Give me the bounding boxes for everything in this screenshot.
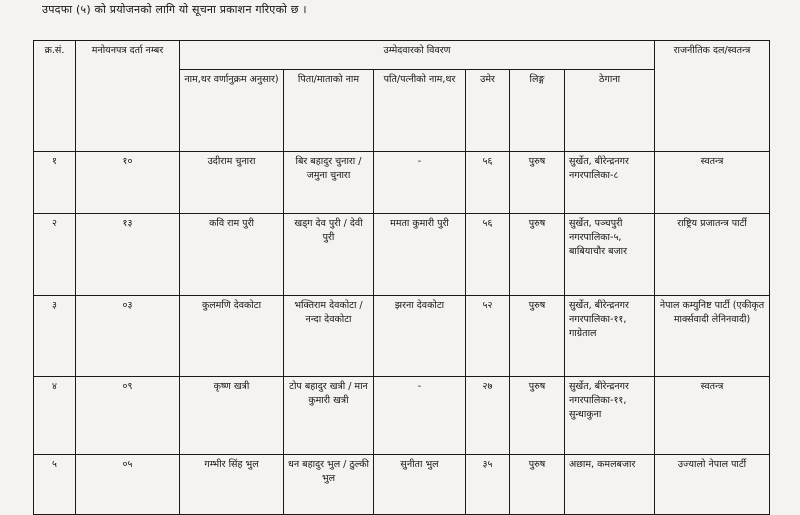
cell-serial: ४	[34, 377, 76, 455]
cell-nomination-no: १३	[76, 214, 180, 296]
cell-address: सुर्खेत, बीरेन्द्रनगर नगरपालिका-११, सुन्धाकुना	[565, 377, 655, 455]
cell-address: अछाम, कमलबजार	[565, 455, 655, 515]
candidate-table	[33, 40, 770, 515]
header-gender: लिङ्ग	[510, 70, 565, 152]
header-party: राजनीतिक दल/स्वतन्त्र	[655, 41, 770, 152]
cell-party: नेपाल कम्युनिष्ट पार्टी (एकीकृत मार्क्सवादी लेनिनवादी)	[655, 296, 770, 377]
table-row	[34, 455, 770, 515]
header-candidate-details: उम्मेदवारको विवरण	[180, 41, 655, 70]
header-spouse: पति/पत्नीको नाम,थर	[374, 70, 466, 152]
cell-spouse: सुनीता भुल	[374, 455, 466, 515]
cell-parents: बिर बहादुर चुनारा / जमुना चुनारा	[284, 152, 374, 214]
table-row	[34, 152, 770, 214]
table-row	[34, 214, 770, 296]
cell-name: उदीराम चुनारा	[180, 152, 284, 214]
cell-party: स्वतन्त्र	[655, 152, 770, 214]
cell-party: उज्यालो नेपाल पार्टी	[655, 455, 770, 515]
cell-age: २७	[466, 377, 510, 455]
cell-gender: पुरुष	[510, 377, 565, 455]
cell-serial: ३	[34, 296, 76, 377]
cell-nomination-no: ०५	[76, 455, 180, 515]
cell-gender: पुरुष	[510, 214, 565, 296]
cell-parents: भक्तिराम देवकोटा / नन्दा देवकोटा	[284, 296, 374, 377]
cell-serial: २	[34, 214, 76, 296]
cell-age: ५६	[466, 214, 510, 296]
cell-spouse: -	[374, 377, 466, 455]
cell-serial: ५	[34, 455, 76, 515]
cell-nomination-no: ०३	[76, 296, 180, 377]
cell-party: स्वतन्त्र	[655, 377, 770, 455]
cell-name: कृष्ण खत्री	[180, 377, 284, 455]
cell-address: सुर्खेत, बीरेन्द्रनगर नगरपालिका-११, गाग्रेताल	[565, 296, 655, 377]
table-row	[34, 296, 770, 377]
cell-address: सुर्खेत, पञ्चपुरी नगरपालिका-५, बाबियाचौर बजार	[565, 214, 655, 296]
cell-spouse: झरना देवकोटा	[374, 296, 466, 377]
cell-gender: पुरुष	[510, 455, 565, 515]
cell-nomination-no: ०९	[76, 377, 180, 455]
cell-serial: १	[34, 152, 76, 214]
cell-gender: पुरुष	[510, 152, 565, 214]
header-serial: क्र.सं.	[34, 41, 76, 152]
cell-name: कुलमणि देवकोटा	[180, 296, 284, 377]
cell-spouse: -	[374, 152, 466, 214]
cell-name: गम्भीर सिंह भुल	[180, 455, 284, 515]
header-name: नाम,थर वर्णानुक्रम अनुसार)	[180, 70, 284, 152]
table-row	[34, 377, 770, 455]
cell-parents: धन बहादुर भुल / ठुल्की भुल	[284, 455, 374, 515]
intro-text: उपदफा (५) को प्रयोजनको लागि यो सूचना प्रकाशन गरिएको छ ।	[42, 3, 307, 16]
cell-nomination-no: १०	[76, 152, 180, 214]
header-parents: पिता/माताको नाम	[284, 70, 374, 152]
cell-parents: टोप बहादुर खत्री / मान कुमारी खत्री	[284, 377, 374, 455]
cell-party: राष्ट्रिय प्रजातन्त्र पार्टी	[655, 214, 770, 296]
cell-age: ५६	[466, 152, 510, 214]
cell-parents: खड्ग देव पुरी / देवी पुरी	[284, 214, 374, 296]
header-address: ठेगाना	[565, 70, 655, 152]
header-nomination-no: मनोयनपत्र दर्ता नम्बर	[76, 41, 180, 152]
cell-age: ३५	[466, 455, 510, 515]
header-age: उमेर	[466, 70, 510, 152]
cell-age: ५२	[466, 296, 510, 377]
cell-gender: पुरुष	[510, 296, 565, 377]
cell-name: कवि राम पुरी	[180, 214, 284, 296]
cell-spouse: ममता कुमारी पुरी	[374, 214, 466, 296]
cell-address: सुर्खेत, बीरेन्द्रनगर नगरपालिका-८	[565, 152, 655, 214]
